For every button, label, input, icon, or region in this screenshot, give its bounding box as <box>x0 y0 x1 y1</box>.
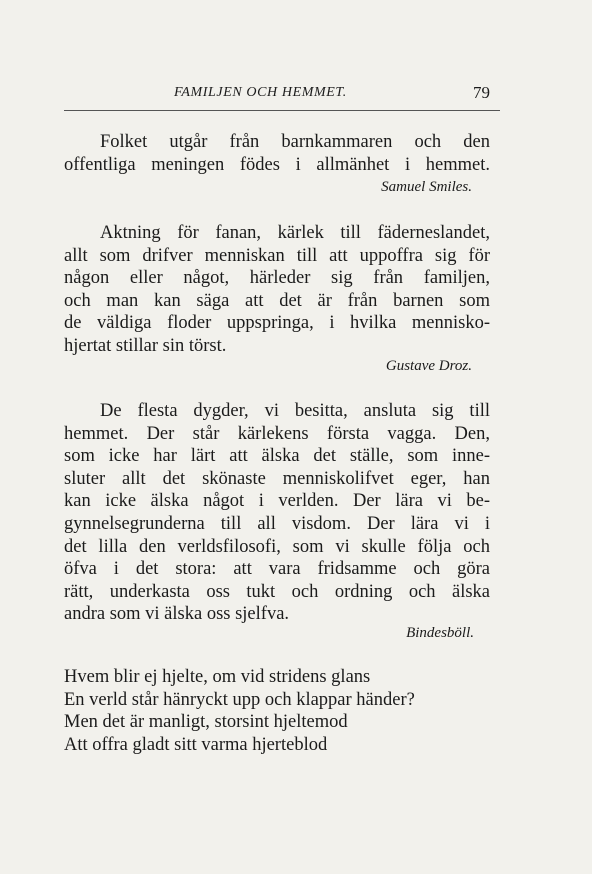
text-line: hemmet. Der står kärlekens första vagga. Den, <box>64 423 490 444</box>
page-header <box>64 85 490 107</box>
poem-line: Att offra gladt sitt varma hjerteblod <box>64 734 328 755</box>
text-line: någon eller något, härleder sig från familjen, <box>64 268 490 289</box>
header-rule <box>64 110 500 111</box>
text-line: rätt, underkasta oss tukt och ordning och älska <box>64 581 490 602</box>
page-number: 79 <box>473 83 490 102</box>
quote-2 <box>64 222 490 358</box>
text-line: som icke har lärt att älska det ställe, som inne- <box>64 446 490 467</box>
quote-1-author: Samuel Smiles. <box>381 179 472 195</box>
text-line: hjertat stillar sin törst. <box>64 335 227 356</box>
text-line: Folket utgår från barnkammaren och den <box>100 132 490 152</box>
poem-line: Men det är manligt, storsint hjeltemod <box>64 712 348 733</box>
poem <box>64 666 504 756</box>
quote-1 <box>64 131 490 176</box>
text-line: de väldiga floder uppspringa, i hvilka mennisko- <box>64 313 490 334</box>
text-line: Aktning för fanan, kärlek till fäderneslandet, <box>100 223 490 243</box>
poem-line: Hvem blir ej hjelte, om vid stridens glans <box>64 667 371 687</box>
text-line: andra som vi älska oss sjelfva. <box>64 604 290 625</box>
text-line: och man kan säga att det är från barnen som <box>64 290 490 311</box>
text-line: sluter allt det skönaste menniskolifvet eger, han <box>64 468 490 489</box>
quote-2-author: Gustave Droz. <box>385 358 472 374</box>
quote-3 <box>64 400 490 626</box>
text-line: offentliga meningen födes i allmänhet i hemmet. <box>64 154 490 175</box>
quote-3-author: Bindesböll. <box>406 625 474 641</box>
text-line: öfva i det stora: att vara fridsamme och göra <box>64 559 490 580</box>
running-title: FAMILJEN OCH HEMMET. <box>174 85 347 100</box>
text-line: gynnelsegrunderna till all visdom. Der lära vi i <box>64 513 490 534</box>
text-line: det lilla den verldsfilosofi, som vi skulle följa och <box>64 536 490 557</box>
text-line: De flesta dygder, vi besitta, ansluta sig till <box>100 401 490 421</box>
text-line: allt som drifver menniskan till att uppoffra sig för <box>64 245 490 266</box>
text-line: kan icke älska något i verlden. Der lära vi be- <box>64 491 490 512</box>
poem-line: En verld står hänryckt upp och klappar händer? <box>64 689 415 710</box>
